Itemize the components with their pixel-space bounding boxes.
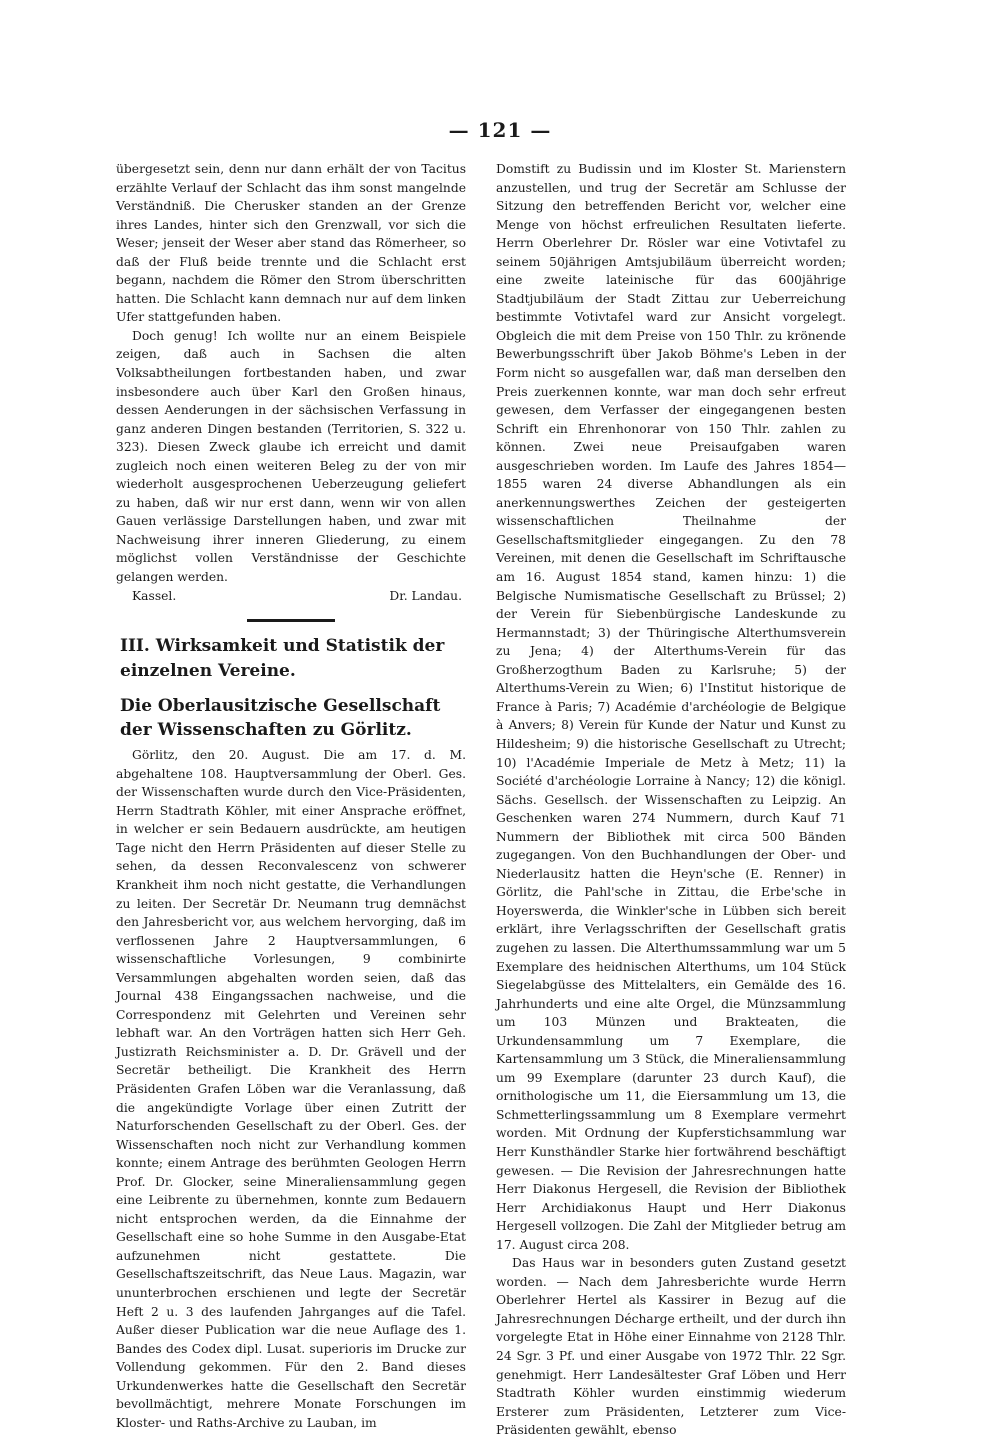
article-title: Die Oberlausitzische Gesellschaft der Wissenschaften zu Görlitz. <box>120 696 441 741</box>
signature-name: Dr. Landau. <box>389 588 462 603</box>
paragraph: Domstift zu Budissin und im Kloster St. Marienstern anzustellen, und trug der Secretär am Schlusse der Sitzung den betreffenden Bericht vor, welcher eine Menge von höchst erfreulichen Resultaten lieferte. Herrn Oberlehrer Dr. Rösler war eine Votivtafel zu seinem 50jährigen Amtsjubiläum überreicht worden; eine zweite lateinische für das 600jährige Stadtjubiläum der Stadt Zittau zur Ueberreichung bestimmte Votivtafel ward zur Ansicht vorgelegt. Obgleich die mit dem Preise von 150 Thlr. zu krönende Bewerbungsschrift über Jakob Böhme's Leben in der Form nicht so ausgefallen war, daß man derselben den Preis zuerkennen konnte, war man doch sehr erfreut gewesen, dem Verfasser der eingegangenen besten Schrift ein Ehrenhonorar von 150 Thlr. zahlen zu können. Zwei neue Preisaufgaben waren ausgeschrieben worden. Im Laufe des Jahres 1854—1855 waren 24 diverse Abhandlungen als ein anerkennungswerthes Zeichen der gesteigerten wissenschaftlichen Theilnahme der Gesellschaftsmitglieder eingegangen. Zu den 78 Vereinen, mit denen die Gesellschaft im Schriftausche am 16. August 1854 stand, kamen hinzu: 1) die Belgische Numismatische Gesellschaft zu Brüssel; 2) der Verein für Siebenbürgische Landeskunde zu Hermannstadt; 3) der Thüringische Alterthumsverein zu Jena; 4) der Alterthums-Verein für das Großherzogthum Baden zu Karlsruhe; 5) der Alterthums-Verein zu Wien; 6) l'Institut historique de France à Paris; 7) Académie d'archéologie de Belgique à Anvers; 8) Verein für Kunde der Natur und Kunst zu Hildesheim; 9) die historische Gesellschaft zu Utrecht; 10) l'Académie Imperiale de Metz à Metz; 11) la Société d'archéologie Lorraine à Nancy; 12) die königl. Sächs. Gesellsch. der Wissenschaften zu Leipzig. An Geschenken waren 274 Nummern, durch Kauf 71 Nummern der Bibliothek mit circa 500 Bänden zugegangen. Von den Buchhandlungen der Ober- und Niederlausitz hatten die Heyn'sche (E. Renner) in Görlitz, die Pahl'sche in Zittau, die Erbe'sche in Hoyerswerda, die Winkler'sche in Lübben sich bereit erklärt, ihre Verlagsschriften der Gesellschaft gratis zugehen zu lassen. Die Alterthumssammlung war um 5 Exemplare des heidnischen Alterthums, um 104 Stück Siegelabgüsse des Mittelalters, ein Gemälde des 16. Jahrhunderts und eine alte Orgel, die Münzsammlung um 103 Münzen und Brakteaten, die Urkundensammlung um 7 Exemplare, die Kartensammlung um 3 Stück, die Mineraliensammlung um 99 Exemplare (darunter 23 durch Kauf), die ornithologische um 11, die Eiersammlung um 13, die Schmetterlingssammlung um 8 Exemplare vermehrt worden. Mit Ordnung der Kupferstichsammlung war Herr Kunsthändler Starke hier fortwährend beschäftigt gewesen. — Die Revision der Jahresrechnungen hatte Herr Diakonus Hergesell, die Revision der Bibliothek Herr Archidiakonus Haupt und Herr Diakonus Hergesell vollzogen. Die Zahl der Mitglieder betrug am 17. August circa 208. <box>496 162 846 1252</box>
section-heading: III. Wirksamkeit und Statistik der einzelnen Vereine. <box>120 636 445 682</box>
paragraph: Doch genug! Ich wollte nur an einem Beispiele zeigen, daß auch in Sachsen die alten Volksabtheilungen fortbestanden haben, und zwar insbesondere auch über Karl den Großen hinaus, dessen Aenderungen in der sächsischen Verfassung in ganz anderen Dingen bestanden (Territorien, S. 322 u. 323). Diesen Zweck glaube ich erreicht und damit zugleich noch einen weiteren Beleg zu der von mir wiederholt ausgesprochenen Ueberzeugung geliefert zu haben, daß wir nur erst dann, wenn wir von allen Gauen verlässige Darstellungen haben, und zwar mit Nachweisung ihrer inneren Gliederung, zu einem möglichst vollen Verständnisse der Geschichte gelangen werden. <box>116 328 466 585</box>
right-column <box>496 160 846 1440</box>
divider <box>247 619 335 622</box>
paragraph: übergesetzt sein, denn nur dann erhält der von Tacitus erzählte Verlauf der Schlacht das ihm sonst mangelnde Verständniß. Die Cherusker standen an der Grenze ihres Landes, hinter sich den Grenzwall, vor sich die Weser; jenseit der Weser aber stand das Römerheer, so daß der Fluß beide trennte und die Schlacht erst begann, nachdem die Römer den Strom überschritten hatten. Die Schlacht kann demnach nur auf dem linken Ufer stattgefunden haben. <box>116 162 466 325</box>
page-number: — 121 — <box>448 118 552 142</box>
paragraph: Görlitz, den 20. August. Die am 17. d. M. abgehaltene 108. Hauptversammlung der Oberl. Ges. der Wissenschaften wurde durch den Vice-Präsidenten, Herrn Stadtrath Köhler, mit einer Ansprache eröffnet, in welcher er sein Bedauern ausdrückte, am heutigen Tage nicht den Herrn Präsidenten auf dieser Stelle zu sehen, da dessen Reconvalescenz von schwerer Krankheit ihm noch nicht gestatte, die Verhandlungen zu leiten. Der Secretär Dr. Neumann trug demnächst den Jahresbericht vor, aus welchem hervorging, daß im verflossenen Jahre 2 Hauptversammlungen, 6 wissenschaftliche Vorlesungen, 9 combinirte Versammlungen abgehalten worden seien, daß das Journal 438 Eingangssachen nachweise, und die Correspondenz mit Gelehrten und Vereinen sehr lebhaft war. An den Vorträgen hatten sich Herr Geh. Justizrath Reichsminister a. D. Dr. Grävell und der Secretär betheiligt. Die Krankheit des Herrn Präsidenten Grafen Löben war die Veranlassung, daß die angekündigte Vorlage über einen Zutritt der Naturforschenden Gesellschaft zu der Oberl. Ges. der Wissenschaften noch nicht zur Verhandlung kommen konnte; einem Antrage des berühmten Geologen Herrn Prof. Dr. Glocker, seine Mineraliensammlung gegen eine Leibrente zu übernehmen, konnte zum Bedauern nicht entsprochen werden, da die Einnahme der Gesellschaft eine so hohe Summe in den Ausgabe-Etat aufzunehmen nicht gestattete. Die Gesellschaftszeitschrift, das Neue Laus. Magazin, war ununterbrochen erschienen und legte der Secretär Heft 2 u. 3 des laufenden Jahrganges auf die Tafel. Außer dieser Publication war die neue Auflage des 1. Bandes des Codex dipl. Lusat. superioris im Drucke zur Vollendung gekommen. Für den 2. Band dieses Urkundenwerkes hatte die Gesellschaft den Secretär bevollmächtigt, mehrere Monate Forschungen im Kloster- und Raths-Archive zu Lauban, im <box>116 748 466 1430</box>
paragraph: Das Haus war in besonders guten Zustand gesetzt worden. — Nach dem Jahresberichte wurde Herrn Oberlehrer Hertel als Kassirer in Bezug auf die Jahresrechnungen Décharge ertheilt, und der durch ihn vorgelegte Etat in Höhe einer Einnahme von 2128 Thlr. 24 Sgr. 3 Pf. und einer Ausgabe von 1972 Thlr. 22 Sgr. genehmigt. Herr Landesältester Graf Löben und Herr Stadtrath Köhler wurden einstimmig wiederum Ersterer zum Präsidenten, Letzterer zum Vice-Präsidenten gewählt, ebenso <box>496 1256 846 1438</box>
left-column <box>116 160 466 1432</box>
signature <box>116 587 466 606</box>
signature-place: Kassel. <box>132 588 177 603</box>
